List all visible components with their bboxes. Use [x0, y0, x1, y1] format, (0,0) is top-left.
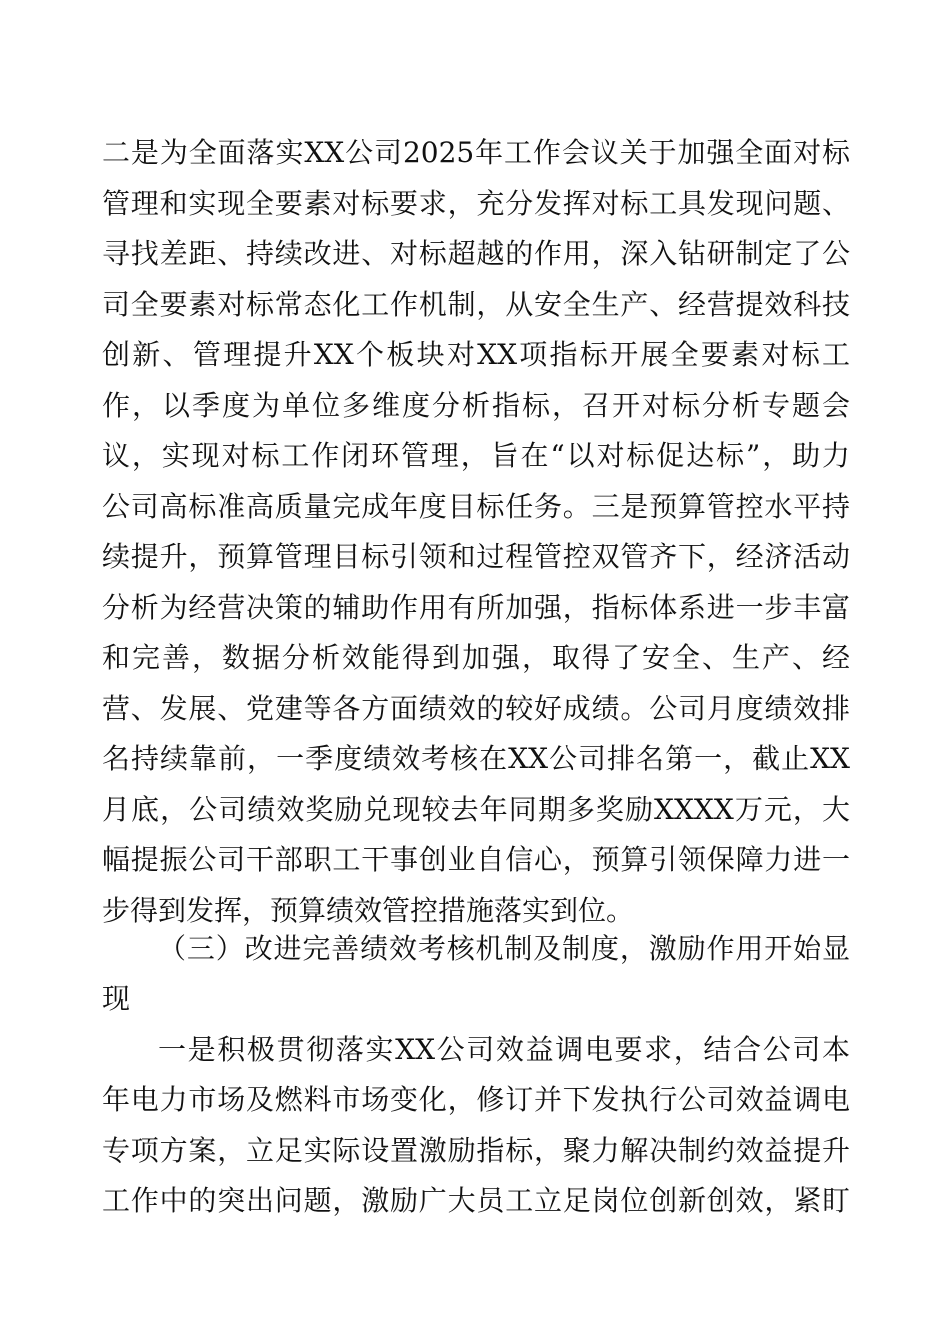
paragraph-line: 专项方案，立足实际设置激励指标，聚力解决制约效益提升 [102, 1134, 850, 1167]
section-heading: （三）改进完善绩效考核机制及制度，激励作用开始显 [158, 932, 850, 965]
paragraph-line: 月底，公司绩效奖励兑现较去年同期多奖励XXXX万元，大 [102, 793, 850, 826]
section-heading-continued: 现 [102, 982, 131, 1015]
paragraph-line: 创新、管理提升XX个板块对XX项指标开展全要素对标工 [102, 338, 850, 371]
paragraph-line: 幅提振公司干部职工干事创业自信心，预算引领保障力进一 [102, 843, 850, 876]
paragraph-line: 工作中的突出问题，激励广大员工立足岗位创新创效，紧盯 [102, 1184, 850, 1217]
paragraph-line: 续提升，预算管理目标引领和过程管控双管齐下，经济活动 [102, 540, 850, 573]
paragraph-line: 司全要素对标常态化工作机制，从安全生产、经营提效科技 [102, 288, 850, 321]
paragraph-line: 一是积极贯彻落实XX公司效益调电要求，结合公司本 [158, 1033, 850, 1066]
paragraph-line: 分析为经营决策的辅助作用有所加强，指标体系进一步丰富 [102, 591, 850, 624]
paragraph-line: 名持续靠前，一季度绩效考核在XX公司排名第一，截止XX [102, 742, 850, 775]
paragraph-line: 步得到发挥，预算绩效管控措施落实到位。 [102, 894, 635, 927]
paragraph-line: 和完善，数据分析效能得到加强，取得了安全、生产、经 [102, 641, 850, 674]
paragraph-line: 议，实现对标工作闭环管理，旨在“以对标促达标”，助力 [102, 439, 850, 472]
paragraph-line: 营、发展、党建等各方面绩效的较好成绩。公司月度绩效排 [102, 692, 850, 725]
paragraph-line: 二是为全面落实XX公司2025年工作会议关于加强全面对标 [102, 136, 850, 169]
paragraph-line: 寻找差距、持续改进、对标超越的作用，深入钻研制定了公 [102, 237, 850, 270]
paragraph-line: 作，以季度为单位多维度分析指标，召开对标分析专题会 [102, 389, 850, 422]
paragraph-line: 年电力市场及燃料市场变化，修订并下发执行公司效益调电 [102, 1083, 850, 1116]
paragraph-line: 公司高标准高质量完成年度目标任务。三是预算管控水平持 [102, 490, 850, 523]
paragraph-line: 管理和实现全要素对标要求，充分发挥对标工具发现问题、 [102, 187, 850, 220]
